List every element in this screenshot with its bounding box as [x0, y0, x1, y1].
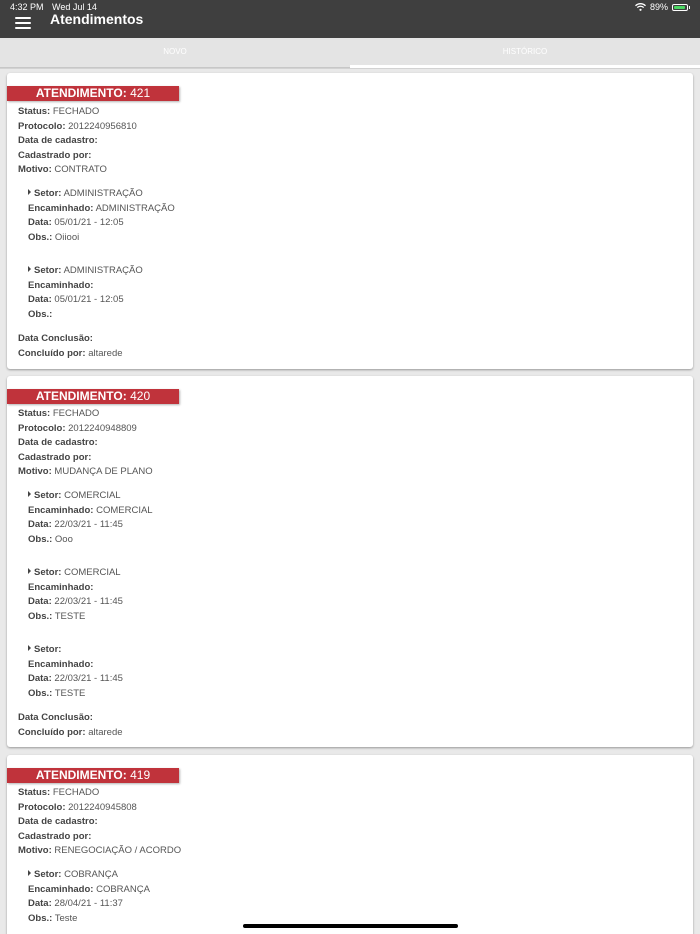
obs-field: Obs.: Oiiooi [28, 232, 80, 243]
obs-field: Obs.: Teste [28, 913, 78, 924]
status-field: Status: FECHADO [18, 787, 100, 798]
setor-field: Setor: COMERCIAL [28, 567, 121, 578]
wifi-icon [635, 3, 646, 11]
setor-field: Setor: [28, 644, 61, 655]
protocolo-field: Protocolo: 2012240945808 [18, 802, 137, 813]
data-field: Data: 05/01/21 - 12:05 [28, 294, 124, 305]
hamburger-menu-icon[interactable] [15, 15, 31, 29]
tab-novo[interactable]: NOVO [163, 47, 187, 56]
encaminhado-field: Encaminhado: ADMINISTRAÇÃO [28, 203, 175, 214]
motivo-field: Motivo: MUDANÇA DE PLANO [18, 466, 153, 477]
battery-percent: 89% [649, 2, 668, 12]
setor-field: Setor: ADMINISTRAÇÃO [28, 265, 143, 276]
status-field: Status: FECHADO [18, 106, 100, 117]
encaminhado-field: Encaminhado: COBRANÇA [28, 884, 150, 895]
data-cadastro-field: Data de cadastro: [18, 135, 98, 146]
cadastrado-por-field: Cadastrado por: [18, 150, 92, 161]
data-conclusao-field: Data Conclusão: [18, 712, 93, 723]
atendimento-label: ATENDIMENTO: [35, 86, 127, 100]
setor-field: Setor: COBRANÇA [28, 869, 118, 880]
data-field: Data: 22/03/21 - 11:45 [28, 519, 123, 530]
data-cadastro-field: Data de cadastro: [18, 437, 98, 448]
concluido-por-field: Concluído por: altarede [18, 727, 123, 738]
setor-field: Setor: COMERCIAL [28, 490, 121, 501]
status-field: Status: FECHADO [18, 408, 100, 419]
data-cadastro-field: Data de cadastro: [18, 816, 98, 827]
page-title: Atendimentos [50, 11, 144, 27]
encaminhado-field: Encaminhado: [28, 582, 94, 593]
card-header [7, 389, 179, 404]
card-header [7, 768, 179, 783]
obs-field: Obs.: TESTE [28, 688, 86, 699]
data-conclusao-field: Data Conclusão: [18, 333, 93, 344]
obs-field: Obs.: [28, 309, 53, 320]
encaminhado-field: Encaminhado: [28, 659, 94, 670]
motivo-field: Motivo: CONTRATO [18, 164, 107, 175]
caret-right-icon [28, 189, 31, 195]
cadastrado-por-field: Cadastrado por: [18, 452, 92, 463]
cadastrado-por-field: Cadastrado por: [18, 831, 92, 842]
home-indicator[interactable] [243, 924, 458, 928]
data-field: Data: 22/03/21 - 11:45 [28, 596, 123, 607]
atendimento-number: 419 [130, 768, 151, 782]
atendimento-card [7, 755, 693, 934]
status-date: Wed Jul 14 [52, 2, 97, 12]
setor-field: Setor: ADMINISTRAÇÃO [28, 188, 143, 199]
data-field: Data: 05/01/21 - 12:05 [28, 217, 124, 228]
data-field: Data: 28/04/21 - 11:37 [28, 898, 123, 909]
tab-historico[interactable]: HISTÓRICO [502, 47, 548, 56]
data-field: Data: 22/03/21 - 11:45 [28, 673, 123, 684]
encaminhado-field: Encaminhado: COMERCIAL [28, 505, 153, 516]
tab-bar [0, 38, 700, 69]
protocolo-field: Protocolo: 2012240956810 [18, 121, 137, 132]
card-header [7, 86, 179, 101]
encaminhado-field: Encaminhado: [28, 280, 94, 291]
caret-right-icon [28, 870, 31, 876]
concluido-por-field: Concluído por: altarede [18, 348, 123, 359]
atendimento-number: 421 [130, 86, 151, 100]
atendimento-card [7, 73, 693, 369]
battery-icon [672, 4, 688, 11]
protocolo-field: Protocolo: 2012240948809 [18, 423, 137, 434]
caret-right-icon [28, 645, 31, 651]
caret-right-icon [28, 491, 31, 497]
app-bar [0, 11, 700, 38]
atendimento-card [7, 376, 693, 747]
obs-field: Obs.: Ooo [28, 534, 73, 545]
atendimento-label: ATENDIMENTO: [35, 768, 127, 782]
caret-right-icon [28, 568, 31, 574]
battery-tip [689, 6, 690, 9]
status-time: 4:32 PM [10, 2, 44, 12]
obs-field: Obs.: TESTE [28, 611, 86, 622]
atendimento-label: ATENDIMENTO: [35, 389, 127, 403]
status-right [635, 2, 690, 12]
atendimento-number: 420 [130, 389, 151, 403]
caret-right-icon [28, 266, 31, 272]
atendimentos-list[interactable] [0, 68, 700, 934]
motivo-field: Motivo: RENEGOCIAÇÃO / ACORDO [18, 845, 182, 856]
